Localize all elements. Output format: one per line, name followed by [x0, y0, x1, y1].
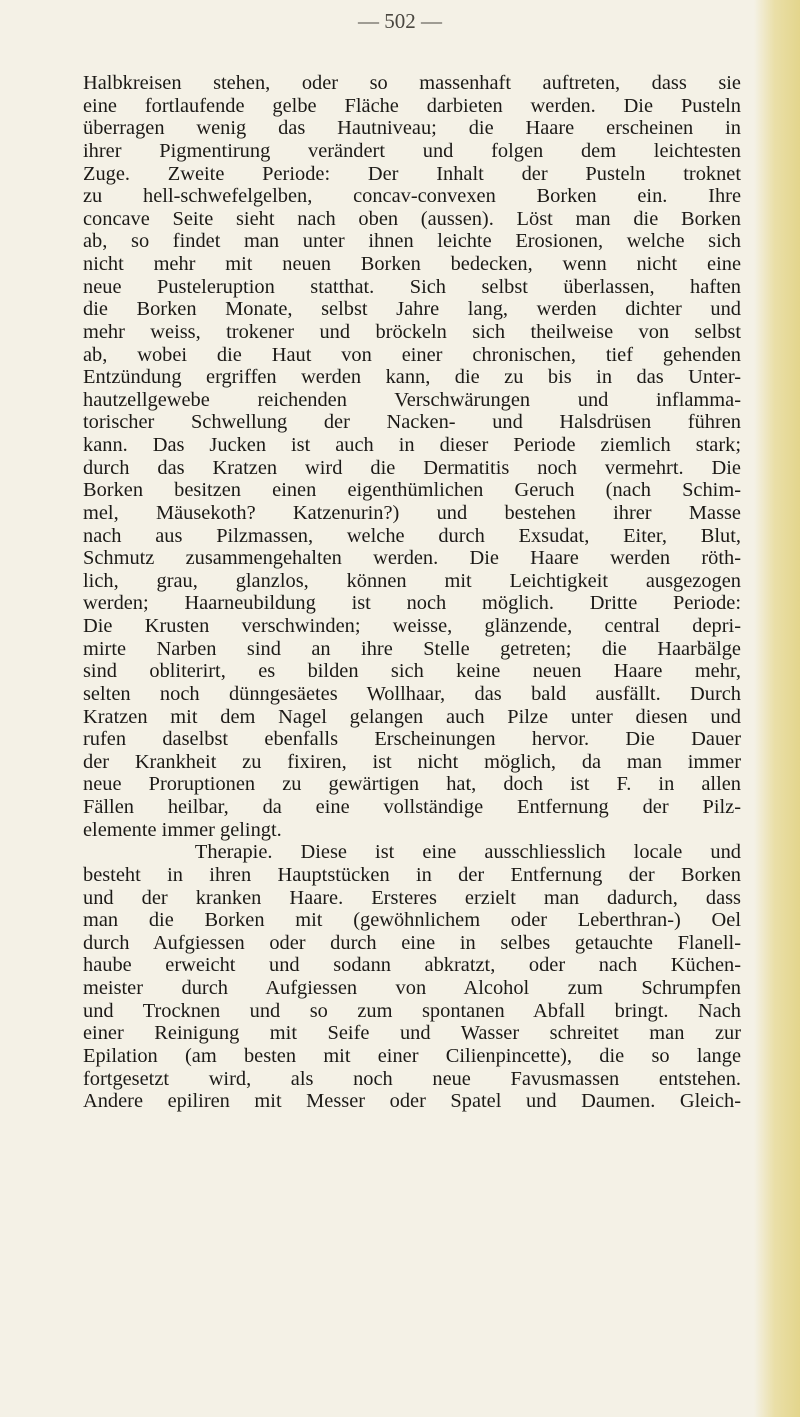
- text-line: hautzellgewebe reichenden Verschwärungen und inflamma-: [83, 388, 741, 411]
- text-line: ab, so findet man unter ihnen leichte Erosionen, welche sich: [83, 230, 741, 253]
- text-line: und der kranken Haare. Ersteres erzielt man dadurch, dass: [83, 886, 741, 909]
- text-line: besteht in ihren Hauptstücken in der Entfernung der Borken: [83, 863, 741, 886]
- text-line: mehr weiss, trokener und bröckeln sich theilweise von selbst: [83, 320, 741, 343]
- text-line: nicht mehr mit neuen Borken bedecken, wenn nicht eine: [83, 253, 741, 275]
- text-line: Die Krusten verschwinden; weisse, glänzende, central depri-: [83, 615, 741, 637]
- text-line: einer Reinigung mit Seife und Wasser schreitet man zur: [83, 1022, 741, 1045]
- text-line: torischer Schwellung der Nacken- und Halsdrüsen führen: [83, 411, 741, 434]
- text-line: Andere epiliren mit Messer oder Spatel und Daumen. Gleich-: [83, 1090, 741, 1113]
- text-line: und Trocknen und so zum spontanen Abfall bringt. Nach: [83, 999, 741, 1022]
- text-line: mirte Narben sind an ihre Stelle getreten; die Haarbälge: [83, 637, 741, 660]
- text-line: Kratzen mit dem Nagel gelangen auch Pilze unter diesen und: [83, 705, 741, 728]
- text-line: werden; Haarneubildung ist noch möglich. Dritte Periode:: [83, 592, 741, 615]
- text-line: der Krankheit zu fixiren, ist nicht möglich, da man immer: [83, 750, 741, 773]
- text-line: Entzündung ergriffen werden kann, die zu bis in das Unter-: [83, 366, 741, 389]
- text-line: Schmutz zusammengehalten werden. Die Haare werden röth-: [83, 547, 741, 570]
- text-line: meister durch Aufgiessen von Alcohol zum Schrumpfen: [83, 977, 741, 999]
- text-line: rufen daselbst ebenfalls Erscheinungen hervor. Die Dauer: [83, 728, 741, 751]
- text-line: die Borken Monate, selbst Jahre lang, werden dichter und: [83, 298, 741, 321]
- text-line: nach aus Pilzmassen, welche durch Exsudat, Eiter, Blut,: [83, 524, 741, 547]
- text-line: concave Seite sieht nach oben (aussen). Löst man die Borken: [83, 207, 741, 230]
- text-line: Zuge. Zweite Periode: Der Inhalt der Pusteln troknet: [83, 162, 741, 185]
- text-line: neue Pusteleruption statthat. Sich selbst überlassen, haften: [83, 275, 741, 298]
- text-line: haube erweicht und sodann abkratzt, oder nach Küchen-: [83, 954, 741, 977]
- text-line: Halbkreisen stehen, oder so massenhaft auftreten, dass sie: [83, 72, 741, 94]
- text-line: neue Proruptionen zu gewärtigen hat, doch ist F. in allen: [83, 773, 741, 796]
- text-line: Therapie. Diese ist eine ausschliesslich locale und: [83, 841, 741, 864]
- text-line: sind obliterirt, es bilden sich keine neuen Haare mehr,: [83, 660, 741, 683]
- text-line: elemente immer gelingt.: [83, 818, 282, 841]
- text-line: eine fortlaufende gelbe Fläche darbieten werden. Die Pusteln: [83, 94, 741, 117]
- text-line: kann. Das Jucken ist auch in dieser Periode ziemlich stark;: [83, 434, 741, 456]
- page-edge-shading: [754, 0, 800, 1417]
- text-line: Epilation (am besten mit einer Cilienpincette), die so lange: [83, 1044, 741, 1067]
- text-line: zu hell-schwefelgelben, concav-convexen Borken ein. Ihre: [83, 185, 741, 208]
- text-line: Borken besitzen einen eigenthümlichen Geruch (nach Schim-: [83, 479, 741, 502]
- text-line: überragen wenig das Hautniveau; die Haare erscheinen in: [83, 117, 741, 140]
- text-line: durch Aufgiessen oder durch eine in selbes getauchte Flanell-: [83, 931, 741, 954]
- text-line: ab, wobei die Haut von einer chronischen, tief gehenden: [83, 343, 741, 366]
- text-line: durch das Kratzen wird die Dermatitis noch vermehrt. Die: [83, 456, 741, 479]
- text-line: lich, grau, glanzlos, können mit Leichtigkeit ausgezogen: [83, 569, 741, 592]
- text-line: selten noch dünngesäetes Wollhaar, das bald ausfällt. Durch: [83, 682, 741, 705]
- text-line: mel, Mäusekoth? Katzenurin?) und bestehen ihrer Masse: [83, 501, 741, 524]
- text-line: man die Borken mit (gewöhnlichem oder Leberthran-) Oel: [83, 909, 741, 932]
- page-number: — 502 —: [358, 9, 442, 33]
- body-text: [83, 72, 741, 1113]
- text-line: ihrer Pigmentirung verändert und folgen dem leichtesten: [83, 139, 741, 162]
- text-line: fortgesetzt wird, als noch neue Favusmassen entstehen.: [83, 1067, 741, 1090]
- text-line: Fällen heilbar, da eine vollständige Entfernung der Pilz-: [83, 796, 741, 818]
